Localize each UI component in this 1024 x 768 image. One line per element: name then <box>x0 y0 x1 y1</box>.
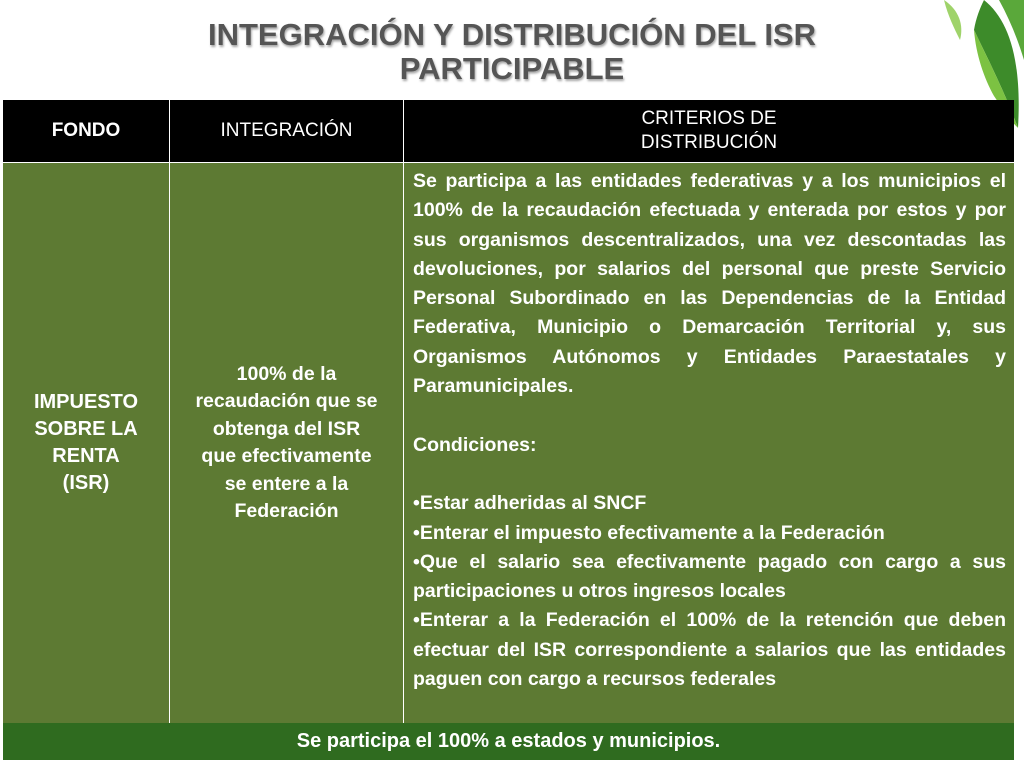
page-title <box>100 18 924 86</box>
table-footer: Se participa el 100% a estados y municipios. <box>3 723 1014 760</box>
cell-integracion <box>170 163 403 723</box>
condition-item: •Enterar a la Federación el 100% de la retención que deben efectuar del ISR correspondiente a salarios que las entidades paguen con cargo a recursos federales <box>413 609 1006 691</box>
condition-item: •Que el salario sea efectivamente pagado con cargo a sus participaciones u otros ingresos locales <box>413 550 1006 603</box>
header-fondo: FONDO <box>3 100 169 162</box>
distribution-table <box>3 100 1014 760</box>
cell-criterios <box>404 163 1014 723</box>
fondo-line-1: IMPUESTO <box>33 391 139 413</box>
header-criterios-line-2: DISTRIBUCIÓN <box>640 132 778 153</box>
integracion-line-1: 100% de la <box>236 362 337 385</box>
integracion-line-2: recaudación que se <box>195 390 378 412</box>
header-criterios <box>404 100 1014 162</box>
integracion-line-5: se entere a la <box>224 472 349 495</box>
fondo-line-3: RENTA <box>52 445 120 467</box>
integracion-line-4: que efectivamente <box>201 445 372 467</box>
integracion-line-6: Federación <box>234 500 339 522</box>
title-line-1: INTEGRACIÓN Y DISTRIBUCIÓN DEL ISR <box>207 17 816 52</box>
header-criterios-line-1: CRITERIOS DE <box>641 108 777 129</box>
integracion-line-3: obtenga del ISR <box>212 417 361 440</box>
fondo-line-2: SOBRE LA <box>34 418 138 440</box>
fondo-line-4: (ISR) <box>62 472 110 494</box>
header-integracion: INTEGRACIÓN <box>170 100 403 162</box>
condition-item: •Enterar el impuesto efectivamente a la Federación <box>413 521 885 544</box>
cell-fondo <box>3 163 169 723</box>
criterios-paragraph: Se participa a las entidades federativas y a los municipios el 100% de la recaudación efectuada y enterada por estos y por sus organismos descentralizados, una vez descontadas las devoluciones, por salarios del personal que preste Servicio Personal Subordinado en las Dependencias de la Entidad Federativa, Municipio o Demarcación Territorial y, sus Organismos Autónomos y Entidades Paraestatales y Paramunicipales. <box>413 170 1006 398</box>
condition-item: •Estar adheridas al SNCF <box>413 492 647 515</box>
title-line-2: PARTICIPABLE <box>399 51 625 86</box>
conditions-label: Condiciones: <box>413 433 537 456</box>
